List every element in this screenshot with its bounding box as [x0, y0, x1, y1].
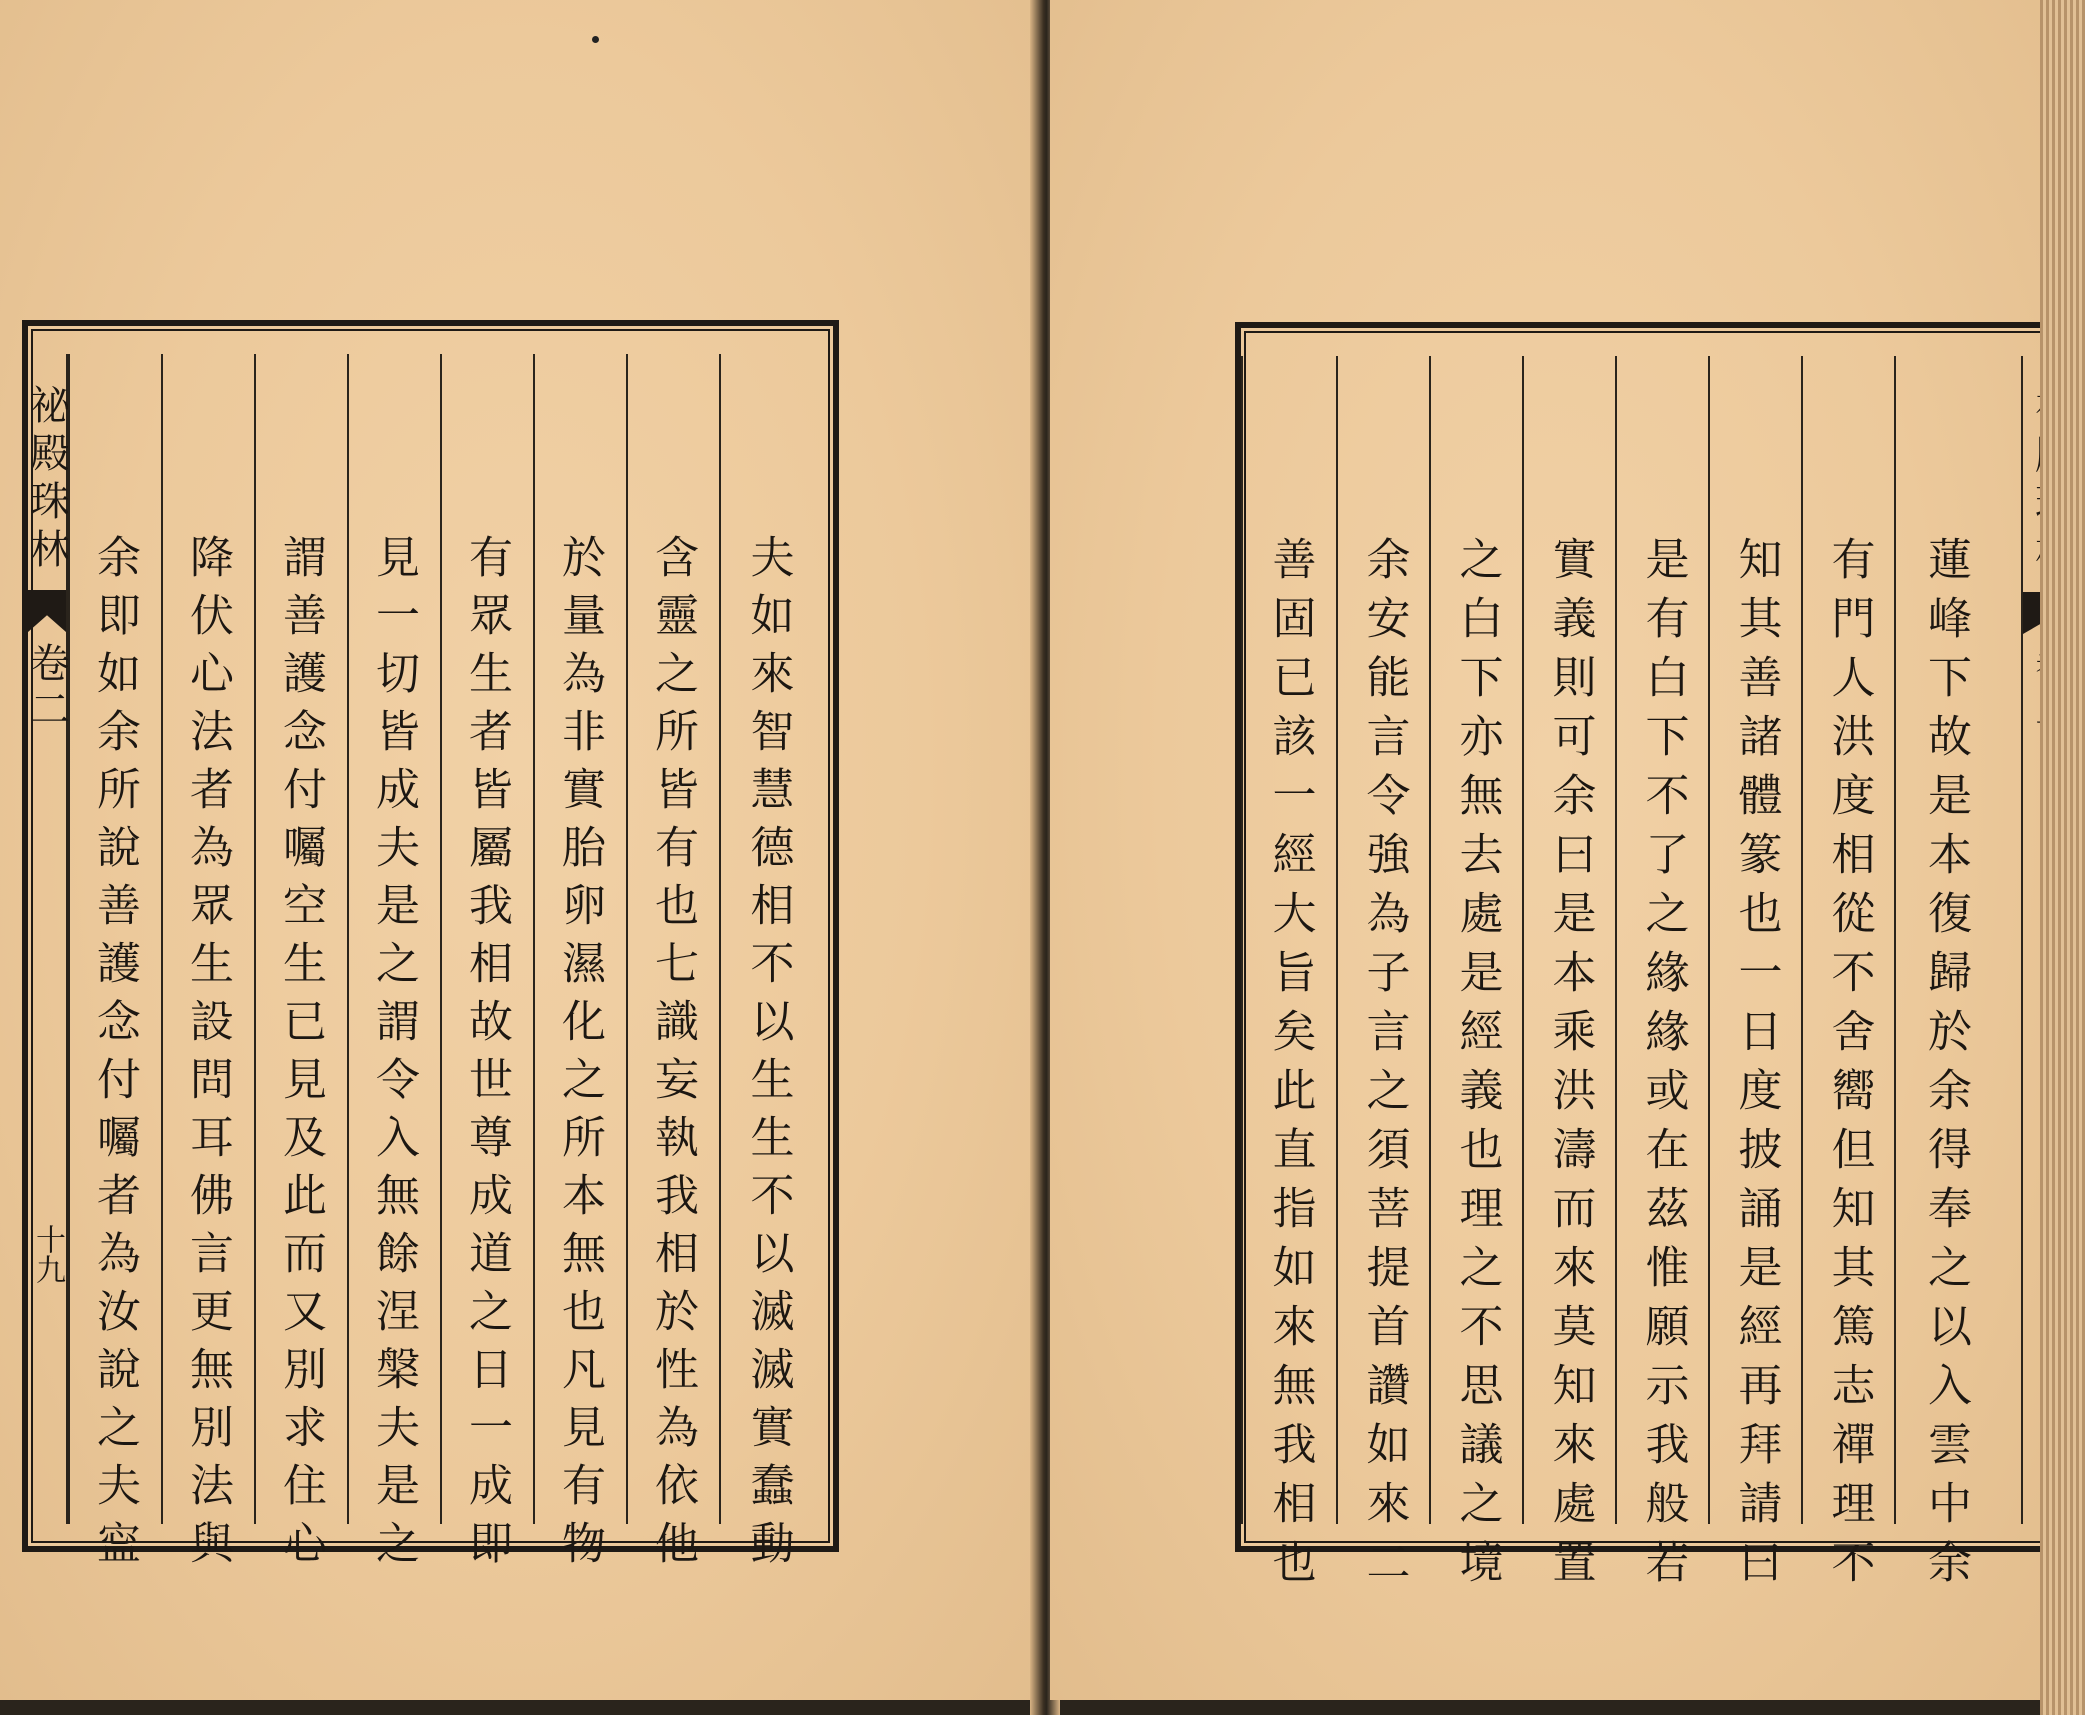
- left-column-8: [68, 354, 158, 1578]
- text-column: 實義則可余曰是本乘洪濤而來莫知來處置: [1544, 536, 1596, 1598]
- text-column: 知其善諸體篆也一日度披誦是經再拜請曰: [1730, 536, 1782, 1598]
- text-column: 余即如余所說善護念付囑者為汝說之夫寍: [89, 534, 140, 1578]
- ink-spot: [592, 36, 599, 43]
- left-margin-volume: 卷二: [23, 642, 70, 734]
- right-column-1: [1894, 356, 1994, 1598]
- text-column: 夫如來智慧德相不以生生不以滅滅實蠢動: [742, 534, 794, 1578]
- right-column-4: [1615, 356, 1708, 1598]
- text-column: 謂善護念付囑空生已見及此而又別求住心: [275, 534, 326, 1578]
- left-page: [0, 0, 1040, 1700]
- text-column: 余安能言令強為子言之須菩提首讚如來二: [1358, 536, 1410, 1598]
- left-column-3: [533, 354, 623, 1578]
- left-column-6: [254, 354, 344, 1578]
- right-column-7: [1336, 356, 1429, 1598]
- right-column-6: [1429, 356, 1522, 1598]
- left-margin-title: 祕殿珠林: [23, 384, 70, 576]
- right-column-8: [1241, 356, 1336, 1598]
- left-page-margin: [23, 354, 70, 1524]
- right-page: [1050, 0, 2050, 1700]
- right-column-2: [1801, 356, 1894, 1598]
- left-column-1: [719, 354, 814, 1578]
- text-column: 之白下亦無去處是經義也理之不思議之境: [1451, 536, 1503, 1598]
- page-edges: [2040, 0, 2085, 1715]
- text-column: 降伏心法者為眾生設問耳佛言更無別法與: [182, 534, 233, 1578]
- right-column-5: [1522, 356, 1615, 1598]
- right-column-3: [1708, 356, 1801, 1598]
- text-column: 善固已該一經大旨矣此直指如來無我相也: [1264, 536, 1316, 1598]
- text-column: 於量為非實胎卵濕化之所本無也凡見有物: [554, 534, 605, 1578]
- fishtail-mark: [28, 590, 66, 632]
- text-column: 是有白下不了之緣緣或在茲惟願示我般若: [1637, 536, 1689, 1598]
- left-column-4: [440, 354, 530, 1578]
- text-column: 見一切皆成夫是之謂令入無餘涅槃夫是之: [368, 534, 419, 1578]
- left-text-frame: [22, 320, 839, 1578]
- text-column: 蓮峰下故是本復歸於余得奉之以入雲中余: [1920, 536, 1971, 1598]
- left-column-2: [626, 354, 716, 1578]
- left-column-5: [347, 354, 437, 1578]
- text-column: 含靈之所皆有也七識妄執我相於性為依他: [647, 534, 698, 1578]
- text-column: 有門人洪度相從不舍嚮但知其篤志禪理不: [1823, 536, 1875, 1598]
- text-column: 有眾生者皆屬我相故世尊成道之日一成即: [461, 534, 512, 1578]
- right-text-frame: [1235, 322, 2085, 1598]
- folio-number: 十九: [30, 1224, 65, 1284]
- left-column-7: [161, 354, 251, 1578]
